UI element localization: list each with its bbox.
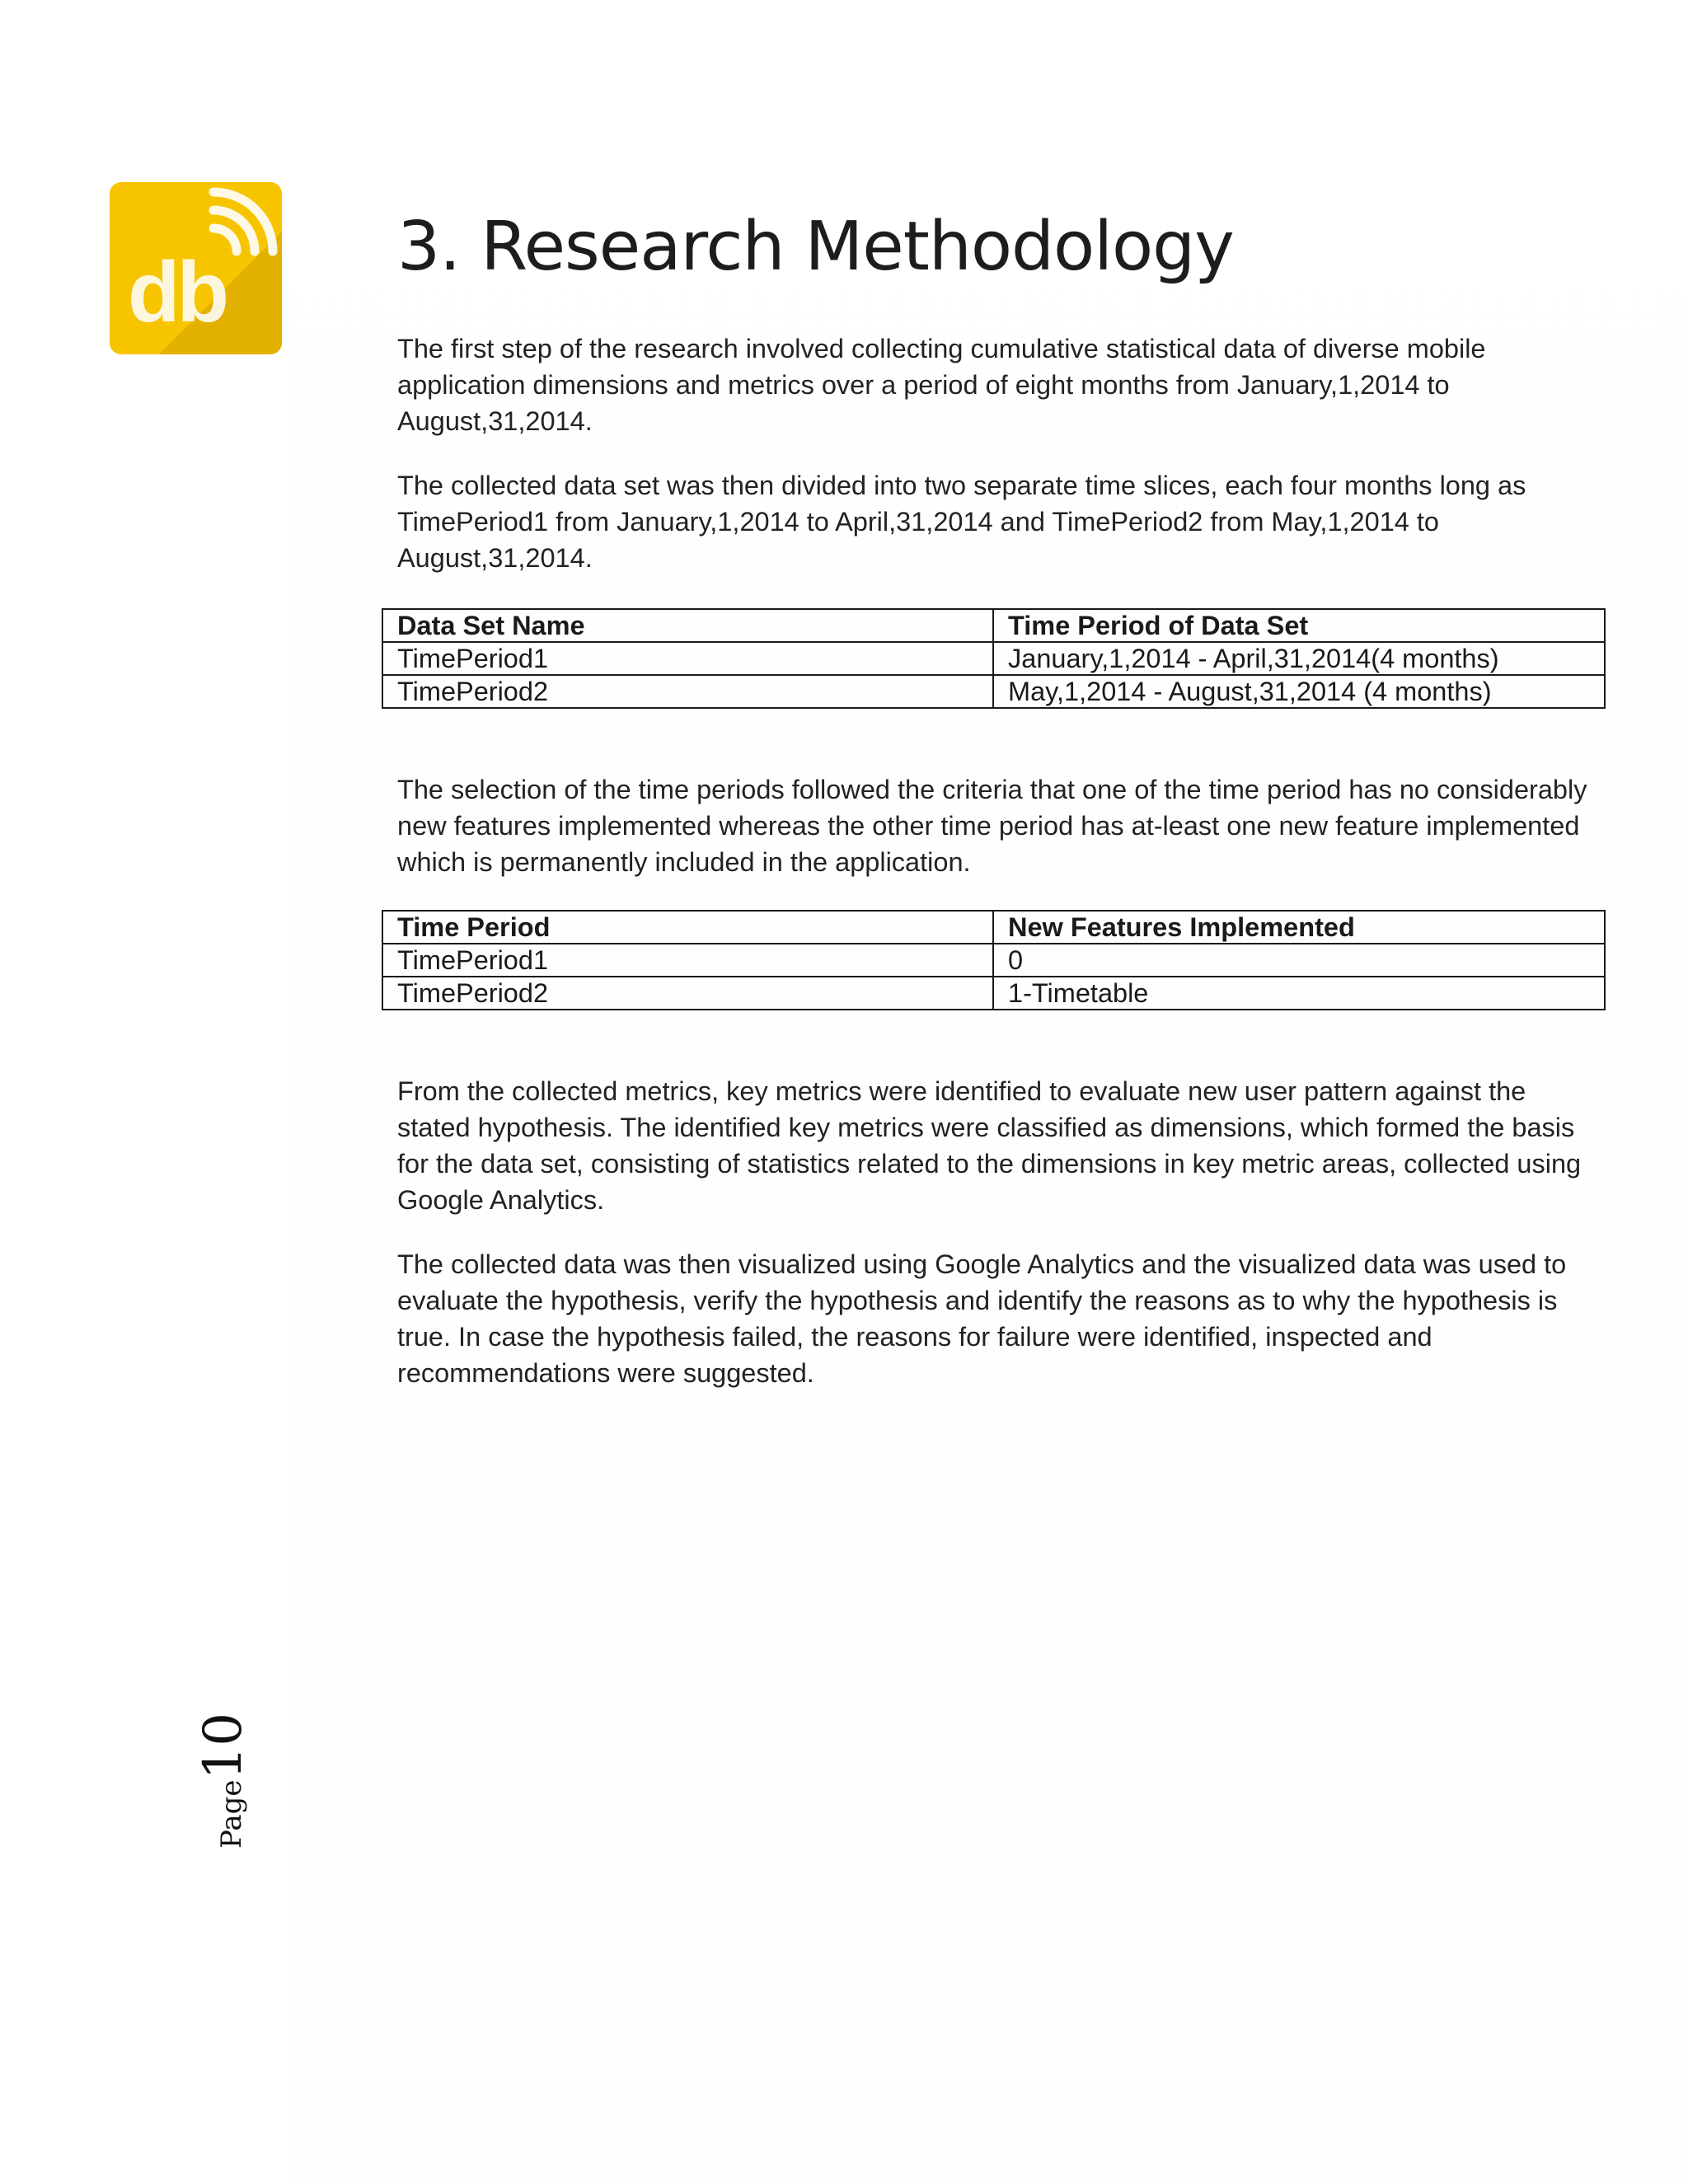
table-header-cell: Time Period of Data Set [993,609,1605,642]
page-label: Page [215,1779,248,1849]
table-cell: TimePeriod2 [382,675,993,708]
table-header-row [382,911,1605,944]
dataset-table [382,608,1606,709]
table-row [382,944,1605,977]
table-row [382,675,1605,708]
table-header-cell: Data Set Name [382,609,993,642]
table-cell: TimePeriod2 [382,977,993,1010]
table-cell: TimePeriod1 [382,944,993,977]
table-row [382,642,1605,675]
table-cell: May,1,2014 - August,31,2014 (4 months) [993,675,1605,708]
paragraph-selection-criteria: The selection of the time periods followed the criteria that one of the time period has no considerably new features implemented whereas the other time period has at-least one new feature implemented which is permanently included in the application. [397,775,1587,877]
paragraph-time-slices: The collected data set was then divided into two separate time slices, each four months long as TimePeriod1 from January,1,2014 to April,31,2014 and TimePeriod2 from May,1,2014 to August,31,2014. [397,471,1526,573]
table-header-cell: Time Period [382,911,993,944]
page-number-value: 10 [193,1713,254,1780]
paragraph-intro: The first step of the research involved collecting cumulative statistical data of diverse mobile application dimensions and metrics over a period of eight months from January,1,2014 to August,31,2014. [397,334,1486,436]
table-cell: 1-Timetable [993,977,1605,1010]
section-heading: 3. Research Methodology [397,208,1234,286]
logo-wordmark: db [128,245,227,340]
table-row [382,977,1605,1010]
db-logo [110,182,282,354]
table-header-row [382,609,1605,642]
features-table [382,910,1606,1010]
table-header-cell: New Features Implemented [993,911,1605,944]
paragraph-visualization: The collected data was then visualized using Google Analytics and the visualized data was used to evaluate the hypothesis, verify the hypothesis and identify the reasons as to why the hypothesis is true. In case the hypothesis failed, the reasons for failure were identified, inspected and recommendations were suggested. [397,1249,1567,1388]
table-cell: January,1,2014 - April,31,2014(4 months) [993,642,1605,675]
table-cell: TimePeriod1 [382,642,993,675]
paragraph-key-metrics: From the collected metrics, key metrics were identified to evaluate new user pattern against the stated hypothesis. The identified key metrics were classified as dimensions, which formed the basis for the data set, consisting of statistics related to the dimensions in key metric areas, collected using Google Analytics. [397,1076,1582,1215]
table-cell: 0 [993,944,1605,977]
